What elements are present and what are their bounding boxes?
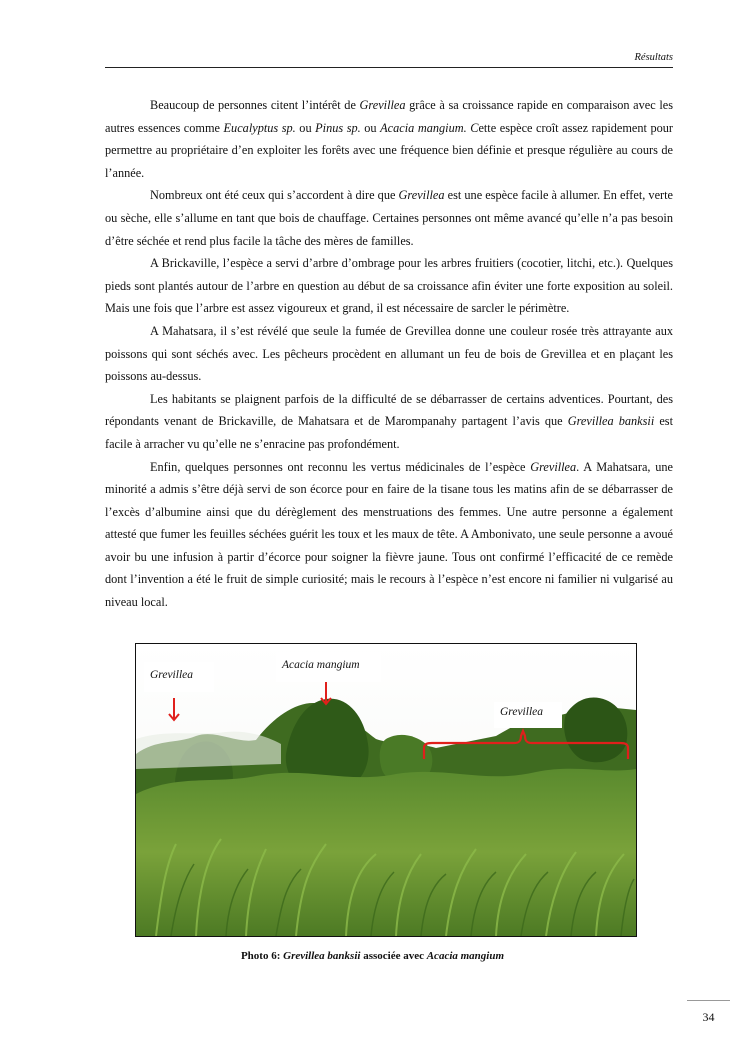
italic-run: Grevillea banksii (567, 414, 655, 429)
italic-run: Grevillea (530, 459, 577, 474)
text-run: Enfin, quelques personnes ont reconnu les vertus médicinales de l’espèce (150, 459, 531, 474)
italic-run: Acacia mangium. C (380, 120, 479, 135)
text-run: A Brickaville, l’espèce a servi d’arbre d’ombrage pour les arbres fruitiers (cocotier, litchi, etc.). Quelques pieds sont plantés autour de l’arbre en question au début de sa croissance afin éviter une forte exposition au soleil. Mais une fois que l’arbre est assez vigoureux et grand, il est nécessaire de sarcler le périmètre. (105, 256, 673, 316)
page-number: 34 (702, 1010, 715, 1024)
text-run: ou (295, 120, 316, 135)
caption-prefix: Photo 6: (240, 950, 284, 962)
paragraph-3 (105, 252, 673, 320)
text-run: ette espèce croît assez rapidement pour permettre au propriétaire d’en exploiter les forêts avec une fréquence bien définie et presque régulière au cours de l’année. (105, 120, 674, 180)
text-run: . A Mahatsara, une minorité a admis s’être déjà servi de son écorce pour en faire de la tisane tous les matins afin de se débarrasser de l’excès d’albumine ainsi que du dérèglement des menstruations des femmes. Une autre personne a également attesté que fumer les feuilles séchées guérit les toux et les maux de tête. A Ambonivato, une seule personne a avoué avoir bu une infusion à partir d’écorce pour soigner la fièvre jaune. Tous ont confirmé l’efficacité de ce remède dont l’invention a été le fruit de simple curiosité; mais le recours à l’espèce n’est encore ni familier ni vulgarisé au niveau local. (105, 459, 673, 610)
vegetation-photo-illustration (136, 644, 636, 936)
body-text (105, 94, 673, 614)
italic-run: Grevillea (359, 98, 406, 112)
italic-run: Pinus sp. (315, 120, 361, 135)
figure-photo (135, 643, 637, 937)
running-header: Résultats (634, 52, 673, 63)
text-run: A Mahatsara, il s’est révélé que seule la fumée de Grevillea donne une couleur rosée très attrayante aux poissons qui sont séchés avec. Les pêcheurs procèdent en allumant un feu de bois de Grevillea et en plaçant les poissons au-dessus. (105, 323, 673, 384)
text-run: Les habitants se plaignent parfois de la difficulté de se débarrasser de certains adventices. Pourtant, des répondants venant de Brickaville, de Mahatsara et de Marompanahy partagent l’avis que (105, 391, 673, 429)
paragraph-1 (105, 94, 673, 184)
photo-label-acacia-mangium: Acacia mangium (278, 658, 364, 672)
header-rule (105, 67, 673, 68)
text-run: Beaucoup de personnes citent l’intérêt de (150, 98, 360, 112)
paragraph-6 (105, 456, 673, 614)
caption-species-2: Acacia mangium (426, 950, 505, 962)
caption-middle: associée avec (360, 950, 427, 962)
paragraph-5 (105, 388, 673, 456)
text-run: grâce à sa croissance rapide en comparaison avec les autres essences comme (105, 98, 673, 135)
figure-caption (0, 950, 745, 962)
footer-rule (687, 1000, 730, 1001)
photo-label-grevillea-left: Grevillea (146, 668, 197, 682)
paragraph-2 (105, 184, 673, 252)
photo-label-grevillea-right: Grevillea (496, 705, 547, 719)
italic-run: Grevillea (398, 188, 445, 203)
caption-species-1: Grevillea banksii (283, 950, 361, 962)
text-run: Nombreux ont été ceux qui s’accordent à dire que (150, 188, 399, 203)
paragraph-4 (105, 320, 673, 388)
text-run: ou (360, 120, 381, 135)
text-run: est facile à arracher vu qu’elle ne s’enracine pas profondément. (105, 414, 673, 451)
text-run: est une espèce facile à allumer. En effet, verte ou sèche, elle s’allume en tant que bois de chauffage. Certaines personnes ont même avancé qu’elle n’a pas besoin d’être séchée et rend plus facile la tâche des mères de familles. (105, 188, 674, 248)
italic-run: Eucalyptus sp. (223, 120, 296, 135)
